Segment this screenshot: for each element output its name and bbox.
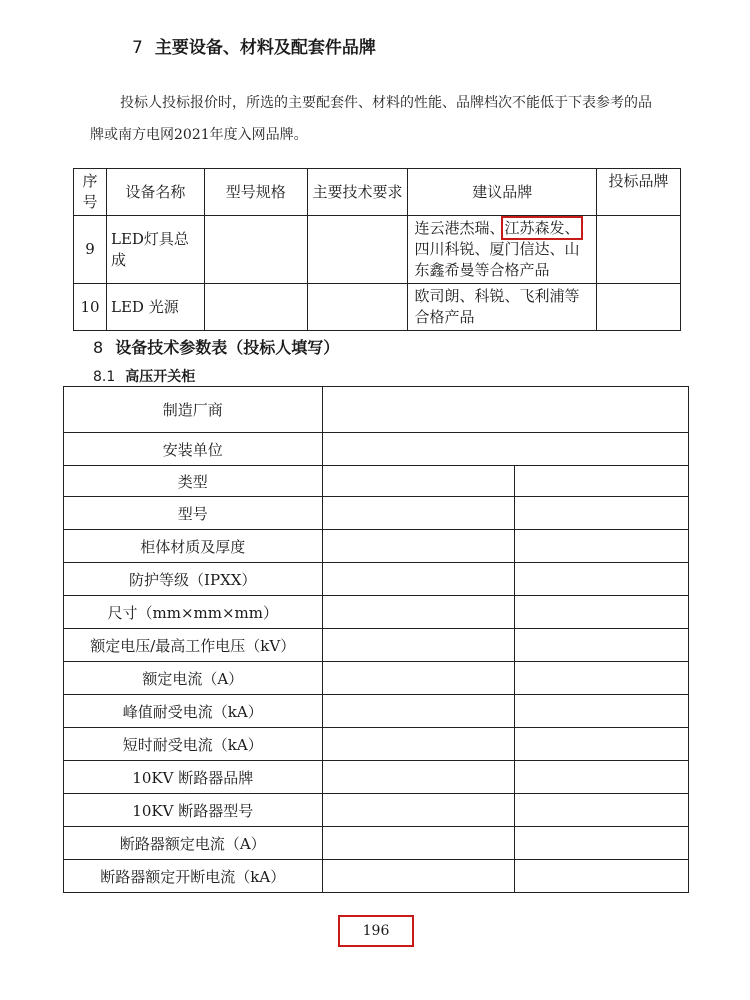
section-7-title: 主要设备、材料及配套件品牌 [154,38,376,58]
highlighted-brand: 江苏森发、 [504,219,580,237]
param-value-cell [514,794,688,827]
section-8-number: 8 [93,338,104,357]
param-value-cell [322,761,514,794]
param-value-cell [514,761,688,794]
param-label: 制造厂商 [64,387,323,433]
row-model [204,284,307,331]
row-device-name: LED 光源 [106,284,204,331]
parameter-table [63,386,689,893]
row-suggested-brand: 欧司朗、科锐、飞利浦等合格产品 [408,284,597,331]
header-device-name: 设备名称 [106,169,204,216]
param-label: 防护等级（IPXX） [64,563,323,596]
table-row [64,530,689,563]
table-row [64,497,689,530]
row-tech [307,216,408,284]
table-row [64,827,689,860]
page-number: 196 [338,915,414,947]
paragraph-line-1: 投标人投标报价时，所选的主要配套件、材料的性能、品牌档次不能低于下表参考的品 [120,95,652,111]
header-model: 型号规格 [204,169,307,216]
param-label: 10KV 断路器型号 [64,794,323,827]
header-suggested-brand: 建议品牌 [408,169,597,216]
table-row [64,466,689,497]
table-row [64,563,689,596]
row-suggested-brand [408,216,597,284]
table-row [74,216,681,284]
row-device-name: LED灯具总成 [106,216,204,284]
param-value-cell [322,827,514,860]
param-value-cell [322,662,514,695]
param-value-cell [322,596,514,629]
param-value-cell [322,497,514,530]
table-row [64,629,689,662]
param-label: 短时耐受电流（kA） [64,728,323,761]
table-row [64,794,689,827]
param-value-cell [322,629,514,662]
table-row [74,284,681,331]
section-8-heading [93,335,339,358]
brand-text-rest: 四川科锐、厦门信达、山东鑫希曼等合格产品 [414,240,580,279]
param-value-cell [322,860,514,893]
row-bid-brand [597,216,681,284]
section-8-1-heading [93,366,195,386]
param-value-cell [322,530,514,563]
section-8-1-number: 8.1 [93,369,116,385]
header-bid-brand: 投标品牌 [597,169,681,216]
section-7-heading [132,33,376,58]
paragraph-line-2: 牌或南方电网2021年度入网品牌。 [90,127,308,143]
param-label: 安装单位 [64,433,323,466]
param-value-cell [514,827,688,860]
row-seq: 10 [74,284,107,331]
param-value-cell [322,695,514,728]
param-label: 额定电压/最高工作电压（kV） [64,629,323,662]
param-value-cell [514,466,688,497]
param-value-cell [322,433,689,466]
param-value-cell [322,728,514,761]
param-value-cell [322,563,514,596]
table-row [64,596,689,629]
table-row [64,387,689,433]
row-bid-brand [597,284,681,331]
param-value-cell [514,860,688,893]
param-value-cell [514,695,688,728]
param-value-cell [514,662,688,695]
param-label: 尺寸（mm×mm×mm） [64,596,323,629]
row-tech [307,284,408,331]
table-row [64,662,689,695]
param-value-cell [514,563,688,596]
section-7-number: 7 [132,38,143,58]
table-row [64,728,689,761]
param-label: 类型 [64,466,323,497]
brand-table-header [74,169,681,216]
table-row [64,433,689,466]
param-label: 断路器额定开断电流（kA） [64,860,323,893]
row-seq: 9 [74,216,107,284]
brand-text: 连云港杰瑞、 [414,219,505,237]
param-label: 额定电流（A） [64,662,323,695]
param-label: 柜体材质及厚度 [64,530,323,563]
param-value-cell [514,530,688,563]
param-value-cell [514,497,688,530]
param-value-cell [514,629,688,662]
param-value-cell [322,794,514,827]
row-model [204,216,307,284]
param-label: 10KV 断路器品牌 [64,761,323,794]
header-seq: 序号 [74,169,107,216]
param-value-cell [322,466,514,497]
table-row [64,695,689,728]
param-label: 断路器额定电流（A） [64,827,323,860]
section-8-1-title: 高压开关柜 [125,369,196,385]
param-label: 型号 [64,497,323,530]
param-value-cell [514,596,688,629]
param-value-cell [514,728,688,761]
table-row [64,761,689,794]
param-label: 峰值耐受电流（kA） [64,695,323,728]
brand-table [73,168,681,331]
param-value-cell [322,387,689,433]
header-tech-requirements: 主要技术要求 [307,169,408,216]
table-row [64,860,689,893]
section-8-title: 设备技术参数表（投标人填写） [115,338,340,357]
